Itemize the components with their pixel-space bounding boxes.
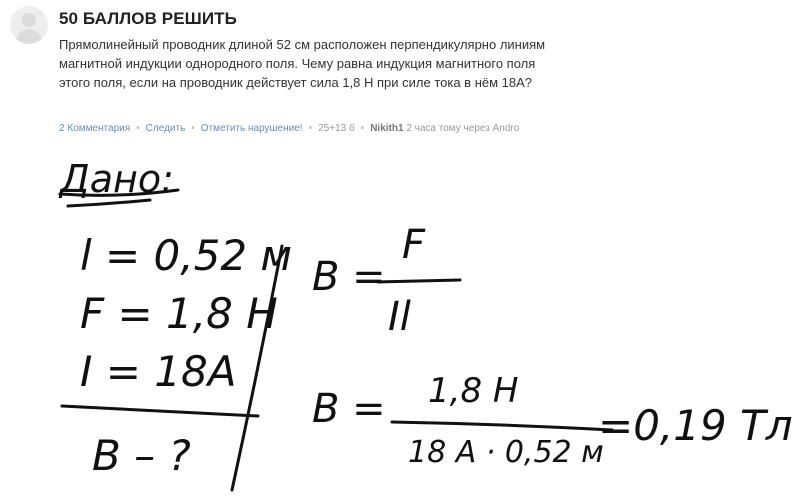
author-link[interactable]: Nikith1 xyxy=(370,123,404,134)
calc-result: =0,19 Тл xyxy=(598,401,793,450)
formula-lhs: B = xyxy=(312,254,386,300)
given-length: l = 0,52 м xyxy=(80,231,293,280)
meta-separator: • xyxy=(191,123,195,134)
question-title: 50 БАЛЛОВ РЕШИТЬ xyxy=(59,9,237,28)
calc-numerator: 1,8 Н xyxy=(428,371,519,411)
avatar-body xyxy=(16,29,42,44)
user-avatar[interactable] xyxy=(10,6,48,44)
given-heading: Дано: xyxy=(60,157,174,201)
avatar-head xyxy=(22,13,36,27)
given-separator-line xyxy=(62,406,258,416)
posted-time: 2 часа тому через Andro xyxy=(406,123,520,134)
formula-denominator: Il xyxy=(388,294,411,340)
meta-separator: • xyxy=(360,123,365,134)
meta-separator: • xyxy=(136,123,140,134)
calc-denominator: 18 А · 0,52 м xyxy=(408,435,604,470)
points-label: 25+13 б xyxy=(318,123,355,134)
formula-numerator: F xyxy=(402,222,426,268)
calc-lhs: B = xyxy=(312,386,386,432)
find-value: B – ? xyxy=(92,431,191,480)
given-current: I = 18А xyxy=(80,347,237,396)
formula-fraction-bar xyxy=(378,280,460,282)
follow-link[interactable]: Следить xyxy=(145,123,186,134)
comments-link[interactable]: 2 Комментария xyxy=(59,123,131,134)
meta-separator: • xyxy=(308,123,313,134)
handwritten-solution-image xyxy=(0,140,795,503)
calc-fraction-bar xyxy=(392,422,612,430)
report-link[interactable]: Отметить нарушение! xyxy=(200,123,303,134)
vertical-divider-line xyxy=(232,246,282,490)
given-force: F = 1,8 Н xyxy=(80,289,278,338)
question-text: Прямолинейный проводник длиной 52 см расположен перпендикулярно линиям магнитной индукции однородного поля. Чему равна индукция магнитного поля этого поля, если на проводник действует сила 1,8 Н при силе тока в нём 18А? xyxy=(59,37,546,90)
question-meta-bar xyxy=(59,123,569,134)
